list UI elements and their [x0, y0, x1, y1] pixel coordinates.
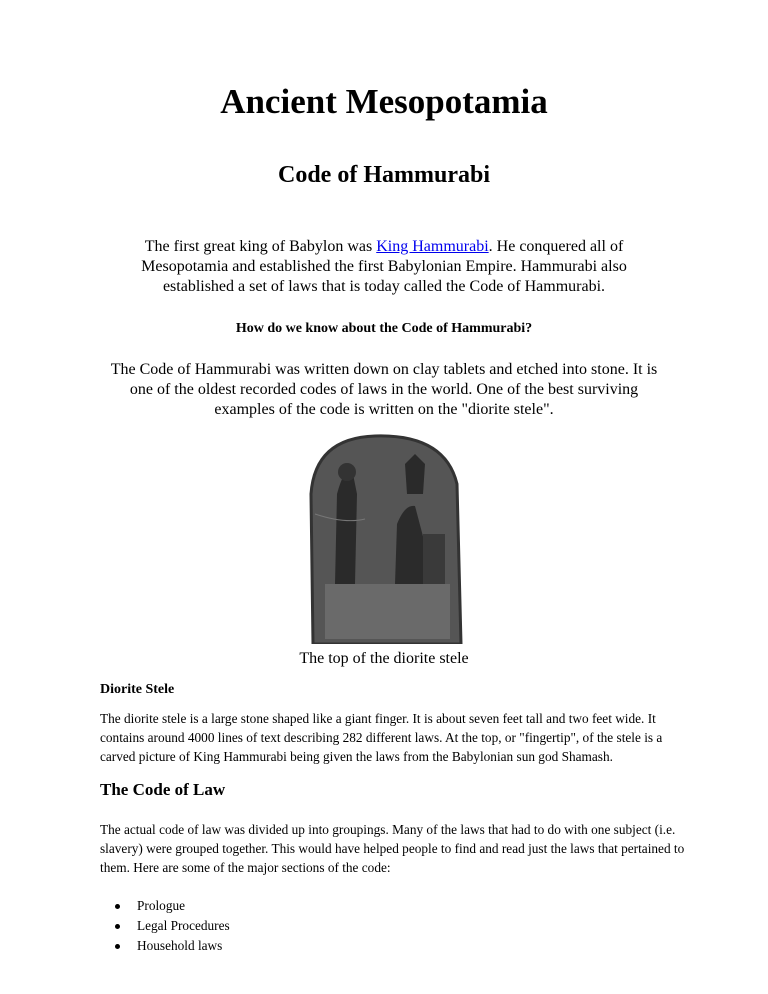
diorite-stele-image [305, 434, 465, 644]
question-heading: How do we know about the Code of Hammurabi? [235, 321, 533, 336]
intro-text-rest: . He conquered all of Mesopotamia and established the first Babylonian Empire. Hammurabi also established a set of laws that is today called the Code of Hammurabi. [141, 238, 627, 295]
page-title: Ancient Mesopotamia [220, 82, 548, 121]
diorite-stele-paragraph: The diorite stele is a large stone shaped like a giant finger. It is about seven feet tall and two feet wide. It contains around 4000 lines of text describing 282 different laws. At the top, or "fingertip", of the stele is a carved picture of King Hammurabi being given the laws from the Babylonian sun god Shamash. [100, 711, 663, 764]
intro-text: The first great king of Babylon was [144, 238, 377, 255]
page-subtitle: Code of Hammurabi [278, 162, 490, 188]
code-of-law-paragraph: The actual code of law was divided up into groupings. Many of the laws that had to do with one subject (i.e. slavery) were grouped together. This would have helped people to find and read just the laws that pertained to them. Here are some of the major sections of the code: [100, 822, 685, 875]
intro-paragraph [110, 237, 658, 297]
code-sections-list [100, 896, 230, 956]
list-item: Household laws [100, 936, 230, 956]
question-paragraph: The Code of Hammurabi was written down on clay tablets and etched into stone. It is one of the oldest recorded codes of laws in the world. One of the best surviving examples of the code is written on the "diorite stele". [110, 361, 658, 418]
list-item: Prologue [100, 896, 230, 916]
code-of-law-heading: The Code of Law [100, 780, 226, 799]
diorite-stele-heading: Diorite Stele [100, 682, 175, 697]
image-caption: The top of the diorite stele [299, 650, 469, 667]
king-hammurabi-link[interactable]: King Hammurabi [376, 238, 489, 255]
list-item: Legal Procedures [100, 916, 230, 936]
